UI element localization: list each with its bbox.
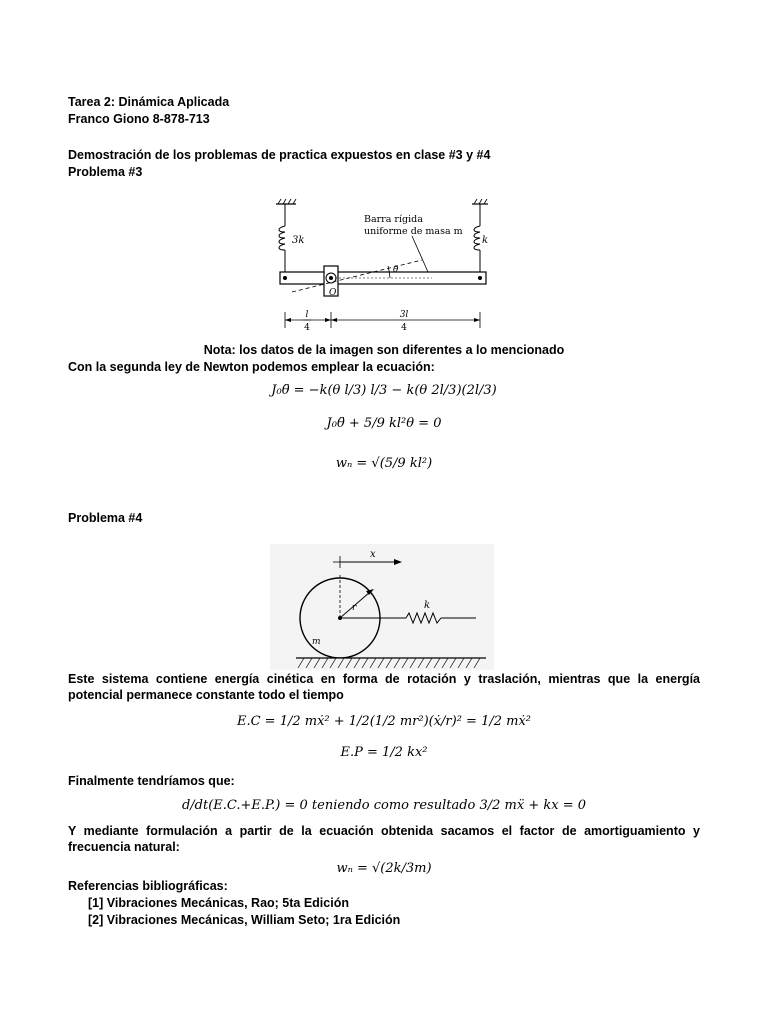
- problem3-heading: Problema #3: [68, 165, 143, 179]
- problem3-figure: [262, 196, 488, 336]
- x-label: x: [370, 549, 376, 560]
- equation-2: J₀θ̈ + 5/9 kl²θ = 0: [326, 416, 442, 431]
- document-author: Franco Giono 8-878-713: [68, 112, 210, 126]
- k-label: k: [424, 600, 431, 611]
- equation-3: wₙ = √(5/9 kl²): [335, 456, 433, 471]
- equation-ep: E.P = 1/2 kx²: [340, 745, 428, 760]
- dim-left-den: 4: [304, 323, 310, 333]
- r-label: r: [352, 603, 357, 613]
- reference-item: [1] Vibraciones Mecánicas, Rao; 5ta Edición: [88, 896, 349, 910]
- bar-label-line1: Barra rígida: [364, 214, 423, 225]
- bar-label-line2: uniforme de masa m: [364, 226, 463, 237]
- document-title: Tarea 2: Dinámica Aplicada: [68, 95, 230, 109]
- finally-text: Finalmente tendríamos que:: [68, 774, 235, 788]
- equation-wn: wₙ = √(2k/3m): [336, 861, 432, 876]
- intro-text: Demostración de los problemas de practica expuestos en clase #3 y #4: [68, 148, 491, 162]
- dim-left-num: l: [305, 310, 309, 320]
- equation-result: d/dt(E.C.+E.P.) = 0 teniendo como resultado 3/2 mẍ + kx = 0: [181, 798, 586, 813]
- equation-ec: E.C = 1/2 mẋ² + 1/2(1/2 mr²)(ẋ/r)² = 1/2 mẋ²: [236, 714, 532, 729]
- problem4-figure: [270, 544, 494, 670]
- problem4-description: Este sistema contiene energía cinética en forma de rotación y traslación, mientras que la energía potencial permanece constante todo el tiempo: [68, 672, 700, 702]
- equation-1: J₀θ̈ = −k(θ l/3) l/3 − k(θ 2l/3)(2l/3): [271, 383, 497, 398]
- dim-right-den: 4: [401, 323, 407, 333]
- newton-text: Con la segunda ley de Newton podemos emplear la ecuación:: [68, 360, 435, 374]
- formulation-text: Y mediante formulación a partir de la ecuación obtenida sacamos el factor de amortiguamiento y frecuencia natural:: [68, 824, 700, 854]
- figure-note: Nota: los datos de la imagen son diferentes a lo mencionado: [203, 343, 565, 357]
- pivot-label: O: [329, 288, 337, 298]
- m-label: m: [312, 637, 321, 647]
- angle-label: θ: [393, 265, 399, 275]
- dim-right-num: 3l: [399, 310, 409, 320]
- spring-right-label: k: [481, 235, 488, 246]
- spring-left-label: 3k: [292, 235, 305, 246]
- problem4-heading: Problema #4: [68, 511, 143, 525]
- references-heading: Referencias bibliográficas:: [68, 879, 228, 893]
- reference-item: [2] Vibraciones Mecánicas, William Seto; 1ra Edición: [88, 913, 401, 927]
